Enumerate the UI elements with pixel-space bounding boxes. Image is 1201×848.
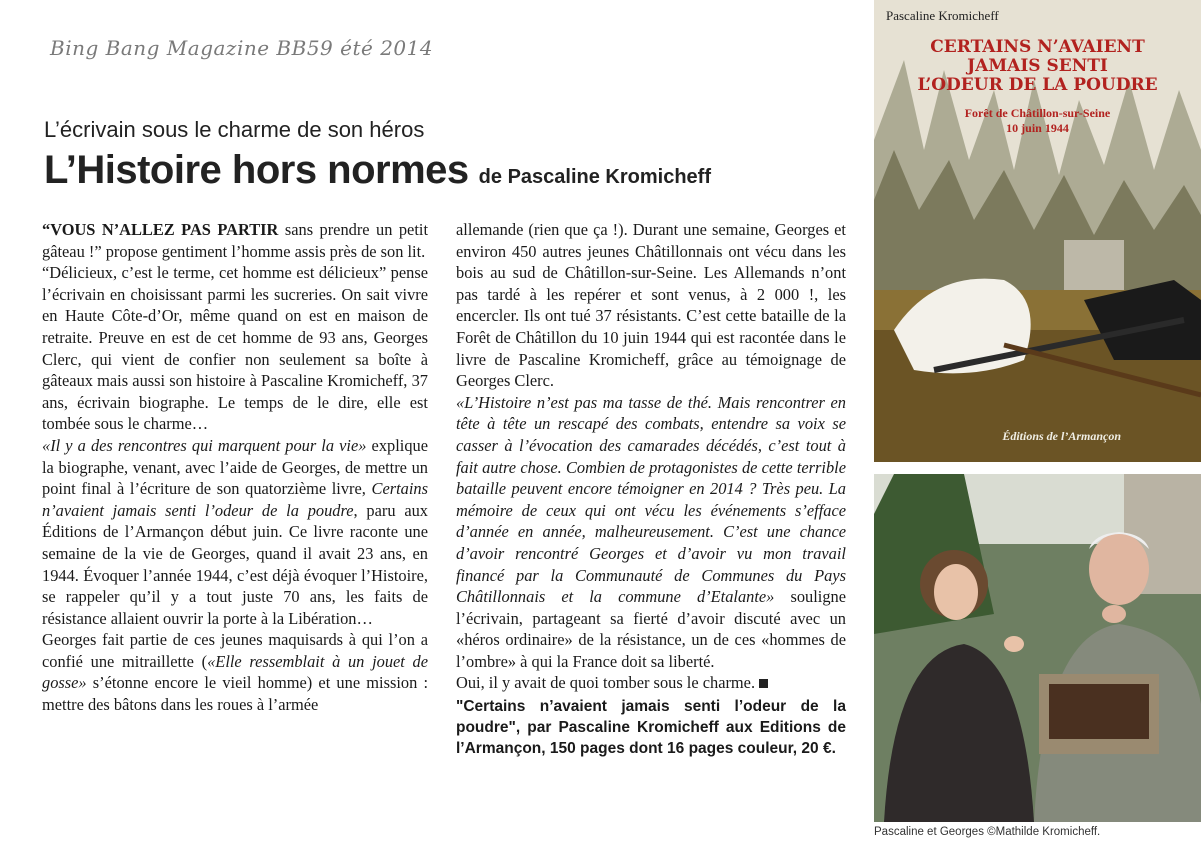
paragraph-text: Oui, il y avait de quoi tomber sous le charme. [456, 673, 756, 693]
paragraph [42, 435, 428, 629]
photo-caption: Pascaline et Georges ©Mathilde Kromicheff. [874, 826, 1101, 838]
quote: «L’Histoire n’est pas ma tasse de thé. Mais rencontrer en tête à tête un rescapé des combats, entendre sa voix se casser à l’évocation des camarades décédés, c’est tout à fait autre chose. Combien de protagonistes de cette terrible bataille peuvent encore témoigner en 2014 ? Très peu. La mémoire de ceux qui ont vécu les événements s’efface d’année en année, malheureusement. C’est une chance d’avoir rencontré Georges et d’avoir vu mon travail financé par la Communauté de Communes du Pays Châtillonnais et la commune d’Etalante» [456, 392, 846, 607]
byline: de Pascaline Kromicheff [478, 166, 711, 188]
paragraph [456, 392, 846, 673]
cover-subtitle-line: Forêt de Châtillon-sur-Seine [964, 106, 1111, 120]
cover-title-line: JAMAIS SENTI [967, 56, 1108, 76]
quote: «Il y a des rencontres qui marquent pour la vie» [42, 435, 367, 455]
article-column-1 [42, 219, 428, 716]
headline [44, 148, 711, 193]
cover-subtitle-line: 10 juin 1944 [1006, 121, 1069, 135]
paragraph [456, 672, 846, 694]
book-info: "Certains n’avaient jamais senti l’odeur de la poudre", par Pascaline Kromicheff aux Editions de l’Armançon, 150 pages dont 16 pages couleur, 20 €. [456, 698, 846, 758]
quote: «Elle ressemblait à un jouet de gosse» [42, 651, 429, 693]
headline-title: L’Histoire hors normes [44, 148, 469, 192]
cover-publisher: Éditions de l’Armançon [1002, 429, 1121, 443]
end-square-icon [759, 679, 768, 688]
book-cover [874, 0, 1201, 462]
cover-title-line: CERTAINS N’AVAIENT [930, 37, 1145, 57]
paragraph-text: s’étonne encore le vieil homme) et une mission : mettre des bâtons dans les roues à l’armée [42, 673, 428, 715]
book-title: Certains n’avaient jamais senti l’odeur de la poudre [42, 479, 428, 520]
paragraph-text: Georges fait partie de ces jeunes maquisards à qui l’on a confié une mitraillette ( [42, 630, 428, 671]
masthead: Bing Bang Magazine BB59 été 2014 [50, 36, 434, 60]
kicker: L’écrivain sous le charme de son héros [44, 117, 425, 142]
paragraph: “Délicieux, c’est le terme, cet homme est délicieux” pense l’écrivain en choisissant parmi les sucreries. On sait vivre en Haute Côte-d’Or, même quand on est en maison de retraite. Preuve en est de cet homme de 93 ans, Georges Clerc, qui vient de confier non seulement sa boîte à gâteaux mais aussi son histoire à Pascaline Kromicheff, 37 ans, écrivain biographe. Le temps de le dire, elle est tombée sous le charme… [42, 263, 428, 434]
paragraph-text: sans prendre un petit gâteau !” propose gentiment l’homme assis près de son lit. [42, 220, 428, 261]
cover-author: Pascaline Kromicheff [886, 8, 999, 23]
paragraph-text: , paru aux Éditions de l’Armançon début juin. Ce livre raconte une semaine de la vie de Georges, quand il avait 23 ans, en 1944. Évoquer l’année 1944, c’est déjà évoquer l’Histoire, se rappeler qu’il y a tout juste 70 ans, les faits de résistance allaient ouvrir la porte à la Libération… [42, 500, 428, 628]
lead-in: “VOUS N’ALLEZ PAS PARTIR [42, 220, 279, 239]
photo-illustration [874, 474, 1201, 822]
paragraph-text: souligne l’écrivain, partageant sa fierté d’avoir discuté avec un «héros ordinaire» de la résistance, un de ces «hommes de l’ombre» à qui la France doit sa liberté. [456, 587, 847, 671]
paragraph [42, 219, 428, 262]
paragraph [42, 629, 428, 715]
cover-title [874, 38, 1201, 95]
photo [874, 474, 1201, 822]
cover-subtitle [874, 106, 1201, 136]
paragraph-text: explique la biographe, venant, avec l’aide de Georges, de mettre un point final à l’écriture de son quatorzième livre, [42, 435, 428, 499]
cover-title-line: L’ODEUR DE LA POUDRE [917, 75, 1158, 95]
paragraph: allemande (rien que ça !). Durant une semaine, Georges et environ 450 autres jeunes Châtillonnais ont vécu dans les bois au sud de Châtillon-sur-Seine. Les Allemands n’ont pas tardé à les repérer et sont venus, à 2 000 !, les encercler. Ils ont tué 37 résistants. C’est cette bataille de la Forêt de Châtillon du 10 juin 1944 qui est racontée dans le livre de Pascaline Kromicheff, grâce au témoignage de Georges Clerc. [456, 220, 846, 391]
article-column-2 [456, 219, 846, 759]
